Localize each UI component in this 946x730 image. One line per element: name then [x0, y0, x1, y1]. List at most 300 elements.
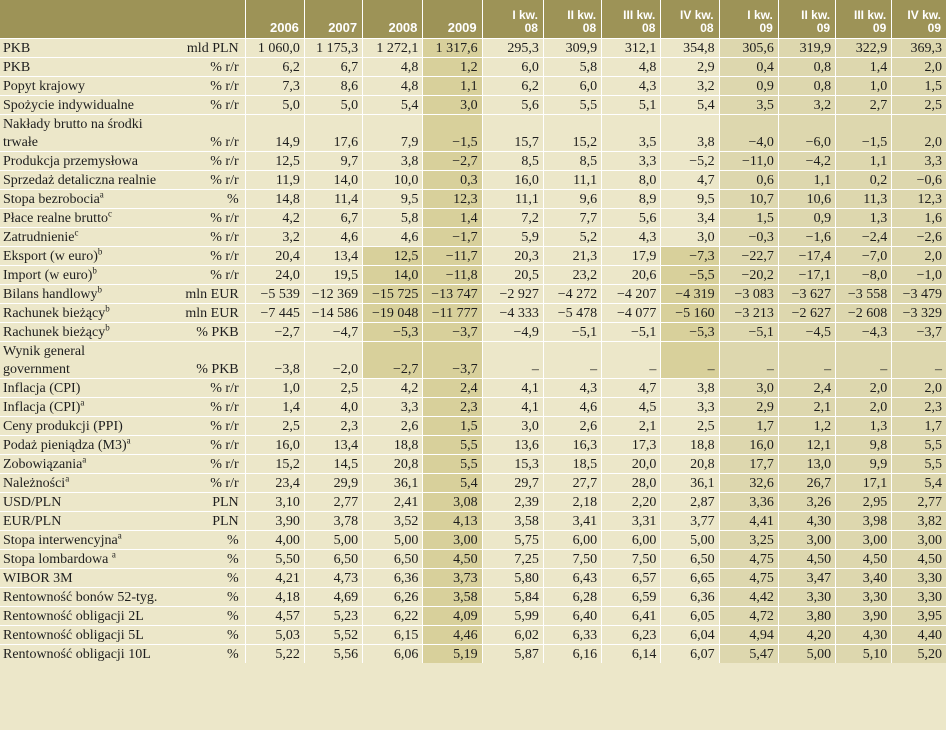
- table-cell: 12,5: [363, 247, 423, 266]
- table-cell: 3,30: [892, 569, 946, 588]
- row-label: [0, 342, 184, 361]
- table-cell: –: [543, 360, 601, 379]
- table-cell: 10,6: [778, 190, 835, 209]
- table-cell: −4,7: [304, 323, 362, 342]
- table-cell: [778, 342, 835, 361]
- table-cell: [892, 342, 946, 361]
- column-header-quarter: III kw.: [623, 8, 656, 22]
- table-cell: 29,9: [304, 474, 362, 493]
- table-cell: 3,5: [602, 133, 661, 152]
- row-label-text: Płace realne brutto: [3, 210, 108, 226]
- table-cell: 8,9: [602, 190, 661, 209]
- table-row: [0, 474, 946, 493]
- row-label-text: Rachunek bieżący: [3, 305, 106, 321]
- row-label: [0, 455, 184, 474]
- table-cell: 14,9: [245, 133, 304, 152]
- table-cell: −5,1: [719, 323, 778, 342]
- table-cell: 5,4: [363, 96, 423, 115]
- table-cell: 7,2: [482, 209, 543, 228]
- table-cell: 6,2: [245, 58, 304, 77]
- table-cell: 7,9: [363, 133, 423, 152]
- table-cell: 5,4: [423, 474, 482, 493]
- column-header-quarter: III kw.: [854, 8, 887, 22]
- column-header: [778, 0, 835, 39]
- table-cell: –: [661, 360, 719, 379]
- row-label-text: Rentowność bonów 52-tyg.: [3, 589, 158, 605]
- table-cell: −4 333: [482, 304, 543, 323]
- column-header: [482, 0, 543, 39]
- table-cell: 1,5: [423, 417, 482, 436]
- row-unit: %: [184, 645, 245, 664]
- table-cell: 0,3: [423, 171, 482, 190]
- row-label-text: PKB: [3, 59, 31, 75]
- row-label: [0, 588, 184, 607]
- footnote-marker: a: [80, 397, 85, 407]
- table-cell: 29,7: [482, 474, 543, 493]
- table-cell: 3,36: [719, 493, 778, 512]
- table-cell: 6,16: [543, 645, 601, 664]
- row-unit: %: [184, 626, 245, 645]
- table-cell: 3,90: [836, 607, 892, 626]
- table-cell: 2,0: [836, 398, 892, 417]
- table-cell: 4,75: [719, 569, 778, 588]
- row-unit: %: [184, 190, 245, 209]
- table-cell: 4,73: [304, 569, 362, 588]
- table-cell: 3,2: [778, 96, 835, 115]
- table-cell: 1,5: [719, 209, 778, 228]
- table-cell: 6,33: [543, 626, 601, 645]
- table-cell: 5,00: [304, 531, 362, 550]
- row-unit: [184, 342, 245, 361]
- row-label-text: Stopa bezrobocia: [3, 191, 100, 207]
- table-cell: 18,8: [661, 436, 719, 455]
- table-cell: 3,30: [892, 588, 946, 607]
- table-cell: [304, 115, 362, 134]
- column-header-quarter: I kw.: [512, 8, 538, 22]
- table-cell: 36,1: [363, 474, 423, 493]
- table-cell: 5,84: [482, 588, 543, 607]
- table-cell: 6,00: [543, 531, 601, 550]
- table-cell: −5,1: [602, 323, 661, 342]
- table-cell: 14,5: [304, 455, 362, 474]
- table-cell: [719, 342, 778, 361]
- table-cell: 6,7: [304, 209, 362, 228]
- table-cell: 5,6: [482, 96, 543, 115]
- table-cell: 1,3: [836, 417, 892, 436]
- table-cell: 5,9: [482, 228, 543, 247]
- row-label-text: Stopa lombardowa: [3, 551, 112, 567]
- table-cell: 7,50: [602, 550, 661, 569]
- table-cell: 0,8: [778, 77, 835, 96]
- table-cell: 2,3: [304, 417, 362, 436]
- table-cell: 3,00: [892, 531, 946, 550]
- table-cell: [543, 342, 601, 361]
- table-cell: 6,05: [661, 607, 719, 626]
- table-cell: −1,6: [778, 228, 835, 247]
- table-cell: 2,95: [836, 493, 892, 512]
- table-cell: 6,43: [543, 569, 601, 588]
- table-row: [0, 285, 946, 304]
- table-cell: 6,36: [661, 588, 719, 607]
- table-cell: 3,47: [778, 569, 835, 588]
- row-label: [0, 645, 184, 664]
- row-label-text: Spożycie indywidualne: [3, 97, 135, 113]
- table-row: [0, 569, 946, 588]
- table-cell: 9,6: [543, 190, 601, 209]
- table-cell: −5,3: [363, 323, 423, 342]
- table-cell: 13,0: [778, 455, 835, 474]
- table-cell: –: [836, 360, 892, 379]
- table-cell: −5,1: [543, 323, 601, 342]
- table-cell: 322,9: [836, 39, 892, 58]
- row-label: [0, 569, 184, 588]
- table-cell: 4,00: [245, 531, 304, 550]
- row-label-text: Eksport (w euro): [3, 248, 98, 264]
- table-cell: 3,25: [719, 531, 778, 550]
- table-cell: −11,0: [719, 152, 778, 171]
- table-cell: 12,3: [423, 190, 482, 209]
- table-cell: 3,5: [719, 96, 778, 115]
- table-cell: 2,18: [543, 493, 601, 512]
- table-cell: 21,3: [543, 247, 601, 266]
- table-cell: 12,5: [245, 152, 304, 171]
- row-label: [0, 77, 184, 96]
- row-unit: %: [184, 607, 245, 626]
- table-cell: 319,9: [778, 39, 835, 58]
- table-cell: 4,57: [245, 607, 304, 626]
- table-cell: −3,7: [423, 323, 482, 342]
- table-cell: [363, 115, 423, 134]
- table-row: [0, 323, 946, 342]
- table-cell: 1 272,1: [363, 39, 423, 58]
- footnote-marker: c: [107, 208, 112, 218]
- table-row: [0, 77, 946, 96]
- table-cell: 6,04: [661, 626, 719, 645]
- footnote-marker: a: [111, 549, 116, 559]
- table-cell: −1,7: [423, 228, 482, 247]
- table-row: [0, 342, 946, 361]
- table-cell: 3,00: [423, 531, 482, 550]
- row-label: [0, 607, 184, 626]
- table-cell: 309,9: [543, 39, 601, 58]
- table-cell: [661, 342, 719, 361]
- table-row: [0, 550, 946, 569]
- table-cell: 1 175,3: [304, 39, 362, 58]
- table-cell: 2,77: [892, 493, 946, 512]
- table-cell: −2,6: [892, 228, 946, 247]
- table-cell: 4,40: [892, 626, 946, 645]
- table-cell: 8,6: [304, 77, 362, 96]
- table-cell: 354,8: [661, 39, 719, 58]
- table-cell: 5,00: [363, 531, 423, 550]
- table-cell: −4 272: [543, 285, 601, 304]
- footnote-marker: a: [117, 530, 122, 540]
- table-cell: −1,5: [836, 133, 892, 152]
- table-cell: 16,0: [245, 436, 304, 455]
- table-cell: 4,3: [602, 228, 661, 247]
- table-cell: 3,0: [719, 379, 778, 398]
- table-cell: 2,9: [719, 398, 778, 417]
- table-cell: −12 369: [304, 285, 362, 304]
- row-unit: % r/r: [184, 228, 245, 247]
- row-unit: PLN: [184, 512, 245, 531]
- table-cell: −20,2: [719, 266, 778, 285]
- table-cell: 0,4: [719, 58, 778, 77]
- row-unit: %: [184, 588, 245, 607]
- table-cell: 5,4: [892, 474, 946, 493]
- table-cell: −17,1: [778, 266, 835, 285]
- table-cell: 0,6: [719, 171, 778, 190]
- table-cell: –: [482, 360, 543, 379]
- row-unit: % r/r: [184, 247, 245, 266]
- row-label-text: Popyt krajowy: [3, 78, 86, 94]
- table-cell: −4 077: [602, 304, 661, 323]
- table-cell: 3,77: [661, 512, 719, 531]
- row-label: [0, 626, 184, 645]
- table-cell: −5 160: [661, 304, 719, 323]
- table-cell: 4,50: [892, 550, 946, 569]
- table-cell: 4,3: [543, 379, 601, 398]
- table-cell: −2,0: [304, 360, 362, 379]
- table-cell: 13,6: [482, 436, 543, 455]
- table-cell: 14,8: [245, 190, 304, 209]
- table-cell: 0,9: [719, 77, 778, 96]
- row-unit: %: [184, 569, 245, 588]
- row-label: [0, 493, 184, 512]
- column-header: 2007: [304, 0, 362, 39]
- row-label: [0, 171, 184, 190]
- table-cell: −2,7: [363, 360, 423, 379]
- table-cell: 20,3: [482, 247, 543, 266]
- table-cell: 3,82: [892, 512, 946, 531]
- table-cell: 1,1: [836, 152, 892, 171]
- row-label-text: Rentowność obligacji 10L: [3, 646, 151, 662]
- column-header-quarter: II kw.: [801, 8, 831, 22]
- table-cell: 3,98: [836, 512, 892, 531]
- table-cell: 7,25: [482, 550, 543, 569]
- table-cell: 3,4: [661, 209, 719, 228]
- table-cell: −0,6: [892, 171, 946, 190]
- table-cell: 3,41: [543, 512, 601, 531]
- table-cell: 4,18: [245, 588, 304, 607]
- footnote-marker: a: [65, 473, 70, 483]
- table-cell: 20,5: [482, 266, 543, 285]
- table-cell: [482, 342, 543, 361]
- table-cell: 8,5: [482, 152, 543, 171]
- table-cell: 15,3: [482, 455, 543, 474]
- table-cell: 2,1: [602, 417, 661, 436]
- row-unit: mld PLN: [184, 39, 245, 58]
- table-cell: 2,5: [661, 417, 719, 436]
- table-cell: 6,06: [363, 645, 423, 664]
- table-cell: 17,6: [304, 133, 362, 152]
- table-cell: 2,39: [482, 493, 543, 512]
- row-label: [0, 133, 184, 152]
- table-cell: 6,50: [304, 550, 362, 569]
- table-cell: 3,2: [661, 77, 719, 96]
- table-cell: 4,75: [719, 550, 778, 569]
- row-label: [0, 285, 184, 304]
- table-cell: −13 747: [423, 285, 482, 304]
- table-cell: 6,15: [363, 626, 423, 645]
- table-cell: 26,7: [778, 474, 835, 493]
- row-unit: % r/r: [184, 455, 245, 474]
- table-cell: 3,26: [778, 493, 835, 512]
- table-cell: 4,50: [836, 550, 892, 569]
- table-cell: −5,2: [661, 152, 719, 171]
- table-cell: [423, 115, 482, 134]
- table-cell: 2,9: [661, 58, 719, 77]
- table-row: [0, 209, 946, 228]
- table-cell: 6,0: [543, 77, 601, 96]
- table-cell: 11,4: [304, 190, 362, 209]
- row-label-text: Rachunek bieżący: [3, 324, 106, 340]
- row-label-text: Import (w euro): [3, 267, 93, 283]
- row-unit: %: [184, 550, 245, 569]
- table-cell: 4,09: [423, 607, 482, 626]
- table-cell: 3,30: [836, 588, 892, 607]
- table-cell: 4,6: [363, 228, 423, 247]
- table-cell: 3,2: [245, 228, 304, 247]
- footnote-marker: b: [97, 284, 102, 294]
- table-cell: 5,2: [543, 228, 601, 247]
- table-cell: [661, 115, 719, 134]
- table-cell: 3,95: [892, 607, 946, 626]
- table-cell: 1,4: [245, 398, 304, 417]
- table-cell: 3,58: [482, 512, 543, 531]
- table-cell: 2,41: [363, 493, 423, 512]
- table-cell: 3,31: [602, 512, 661, 531]
- table-cell: 5,47: [719, 645, 778, 664]
- table-cell: 4,50: [423, 550, 482, 569]
- row-unit: % r/r: [184, 474, 245, 493]
- table-cell: −7,3: [661, 247, 719, 266]
- table-cell: 1,2: [423, 58, 482, 77]
- table-cell: −19 048: [363, 304, 423, 323]
- footnote-marker: b: [92, 265, 97, 275]
- row-label: [0, 436, 184, 455]
- table-cell: −2 627: [778, 304, 835, 323]
- row-label-text: Zobowiązania: [3, 456, 83, 472]
- table-row: [0, 190, 946, 209]
- table-cell: −3 213: [719, 304, 778, 323]
- table-cell: 3,90: [245, 512, 304, 531]
- table-cell: 5,75: [482, 531, 543, 550]
- table-cell: 20,0: [602, 455, 661, 474]
- table-cell: −3,7: [423, 360, 482, 379]
- table-row: [0, 417, 946, 436]
- row-label-text: PKB: [3, 40, 31, 56]
- table-cell: 6,2: [482, 77, 543, 96]
- table-cell: 6,50: [661, 550, 719, 569]
- table-cell: −4,5: [778, 323, 835, 342]
- row-unit: % r/r: [184, 379, 245, 398]
- row-unit: % r/r: [184, 77, 245, 96]
- table-cell: −6,0: [778, 133, 835, 152]
- column-header: [661, 0, 719, 39]
- row-label: [0, 360, 184, 379]
- row-label-text: Inflacja (CPI): [3, 380, 81, 396]
- row-unit: % r/r: [184, 58, 245, 77]
- table-cell: 4,0: [304, 398, 362, 417]
- table-cell: 23,4: [245, 474, 304, 493]
- table-cell: 5,80: [482, 569, 543, 588]
- table-cell: 14,0: [363, 266, 423, 285]
- table-cell: 6,14: [602, 645, 661, 664]
- row-label-text: Podaż pieniądza (M3): [3, 437, 127, 453]
- row-unit: [184, 115, 245, 134]
- table-cell: 5,00: [778, 645, 835, 664]
- table-cell: 4,2: [245, 209, 304, 228]
- row-label-text: Sprzedaż detaliczna realnie: [3, 172, 157, 188]
- table-cell: 5,6: [602, 209, 661, 228]
- table-cell: 5,19: [423, 645, 482, 664]
- column-header: [892, 0, 946, 39]
- table-cell: 1,5: [892, 77, 946, 96]
- table-cell: 1,1: [778, 171, 835, 190]
- table-row: [0, 626, 946, 645]
- table-cell: 369,3: [892, 39, 946, 58]
- table-cell: −4,9: [482, 323, 543, 342]
- table-cell: 11,9: [245, 171, 304, 190]
- table-cell: 4,30: [836, 626, 892, 645]
- row-unit: % r/r: [184, 398, 245, 417]
- table-cell: 5,99: [482, 607, 543, 626]
- table-cell: 5,56: [304, 645, 362, 664]
- table-cell: 11,1: [482, 190, 543, 209]
- table-cell: 17,9: [602, 247, 661, 266]
- table-cell: 312,1: [602, 39, 661, 58]
- column-header-quarter: IV kw.: [680, 8, 714, 22]
- row-label: [0, 115, 184, 134]
- table-cell: −3 329: [892, 304, 946, 323]
- table-cell: 2,20: [602, 493, 661, 512]
- table-cell: 6,22: [363, 607, 423, 626]
- table-cell: 2,7: [836, 96, 892, 115]
- table-row: [0, 152, 946, 171]
- table-cell: −2 608: [836, 304, 892, 323]
- row-label: [0, 531, 184, 550]
- table-cell: −14 586: [304, 304, 362, 323]
- table-cell: –: [892, 360, 946, 379]
- table-cell: −3,7: [892, 323, 946, 342]
- table-row: [0, 379, 946, 398]
- table-row: [0, 304, 946, 323]
- row-unit: % r/r: [184, 152, 245, 171]
- table-row: [0, 588, 946, 607]
- footnote-marker: b: [105, 303, 110, 313]
- table-row: [0, 531, 946, 550]
- table-cell: 3,80: [778, 607, 835, 626]
- table-cell: 5,23: [304, 607, 362, 626]
- table-cell: 6,36: [363, 569, 423, 588]
- table-cell: 5,5: [892, 436, 946, 455]
- table-cell: 2,0: [836, 379, 892, 398]
- table-cell: 17,3: [602, 436, 661, 455]
- table-cell: −17,4: [778, 247, 835, 266]
- table-cell: −1,0: [892, 266, 946, 285]
- table-cell: 3,30: [778, 588, 835, 607]
- row-label: [0, 209, 184, 228]
- table-cell: 3,00: [778, 531, 835, 550]
- column-header-year: 09: [759, 21, 773, 35]
- row-label: [0, 190, 184, 209]
- table-cell: 4,6: [304, 228, 362, 247]
- table-cell: −8,0: [836, 266, 892, 285]
- table-cell: 11,3: [836, 190, 892, 209]
- table-cell: 0,8: [778, 58, 835, 77]
- row-unit: PLN: [184, 493, 245, 512]
